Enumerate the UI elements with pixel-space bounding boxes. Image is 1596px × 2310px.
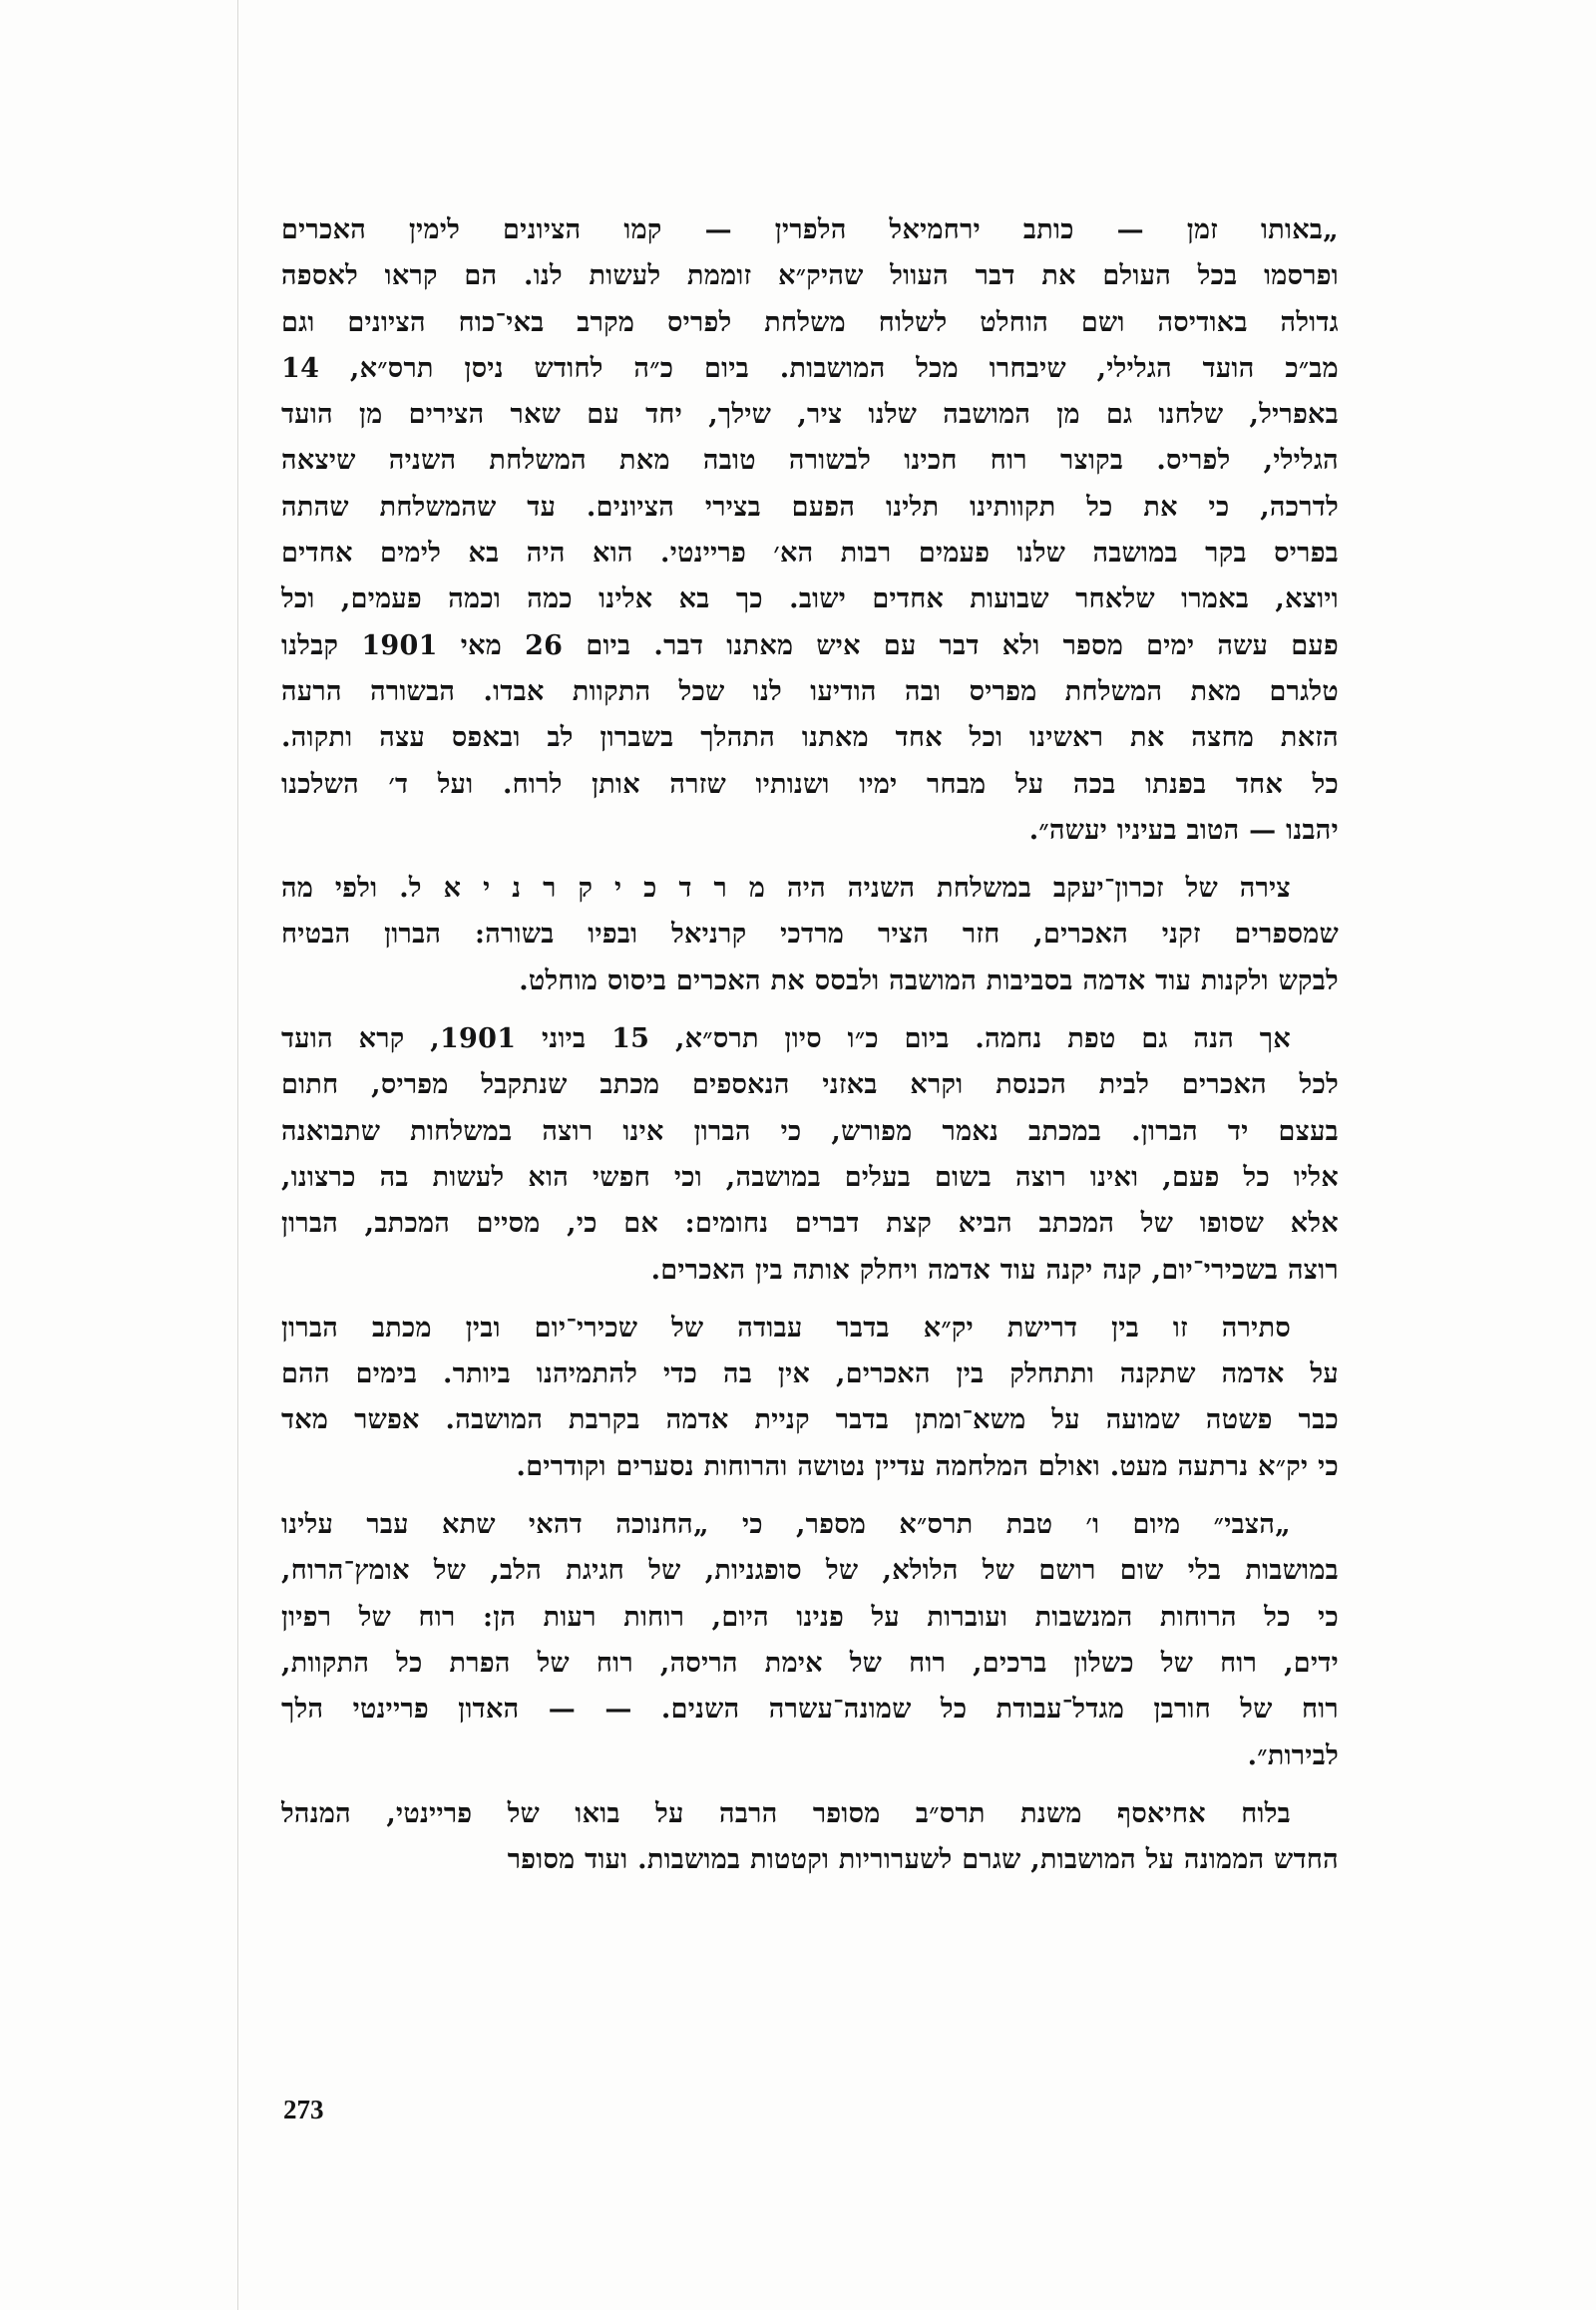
paragraph-gap bbox=[281, 1294, 1339, 1306]
text-line: ויוצא, באמרו שלאחר שבועות אחדים ישוב. כך בא אלינו כמה וכמה פעמים, וכל bbox=[281, 583, 1339, 615]
text-line: אליו כל פעם, ואינו רוצה בשום בעלים במושבה, וכי חפשי הוא לעשות בה כרצונו, bbox=[281, 1161, 1339, 1193]
page-number: 273 bbox=[283, 2095, 324, 2124]
paragraph-gap bbox=[281, 1779, 1339, 1791]
text-line: „באותו זמן — כותב ירחמיאל הלפרין — קמו הציונים לימין האכרים bbox=[281, 214, 1339, 245]
text-line: בעצם יד הברון. במכתב נאמר מפורש, כי הברון אינו רוצה במשלחות שתבואנה bbox=[281, 1115, 1339, 1147]
text-line: לבקש ולקנות עוד אדמה בסביבות המושבה ולבסס את האכרים ביסוס מוחלט. bbox=[519, 964, 1339, 996]
text-line: מב״כ הועד הגלילי, שיבחרו מכל המושבות. ביום כ״ה לחודש ניסן תרס״א, 14 bbox=[281, 352, 1339, 384]
text-line: כי יק״א נרתעה מעט. ואולם המלחמה עדיין נטושה והרוחות נסערים וקודרים. bbox=[516, 1450, 1339, 1482]
paragraph bbox=[281, 1502, 1339, 1779]
text-line: גדולה באודיסה ושם הוחלט לשלוח משלחת לפריס מקרב באי־כוח הציונים וגם bbox=[281, 306, 1339, 338]
body-text bbox=[281, 207, 1339, 1883]
paragraph bbox=[281, 866, 1339, 1004]
text-line: כבר פשטה שמועה על משא־ומתן בדבר קניית אדמה בקרבת המושבה. אפשר מאד bbox=[281, 1404, 1339, 1436]
paragraph bbox=[281, 1016, 1339, 1294]
paragraph-gap bbox=[281, 1004, 1339, 1016]
text-line: כי כל הרוחות המנשבות ועוברות על פנינו היום, רוחות רעות הן: רוח של רפיון bbox=[281, 1601, 1339, 1633]
text-line: פעם עשה ימים מספר ולא דבר עם איש מאתנו דבר. ביום 26 מאי 1901 קבלנו bbox=[281, 629, 1339, 661]
text-line: באפריל, שלחנו גם מן המושבה שלנו ציר, שילך, יחד עם שאר הצירים מן הועד bbox=[281, 399, 1339, 431]
text-line: ידים, רוח של כשלון ברכים, רוח של אימת הריסה, רוח של הפרת כל התקוות, bbox=[281, 1647, 1339, 1679]
paragraph-gap bbox=[281, 854, 1339, 866]
text-line: בפריס בקר במושבה שלנו פעמים רבות הא׳ פריינטי. הוא היה בא לימים אחדים bbox=[281, 538, 1339, 570]
text-line: אך הנה גם טפת נחמה. ביום כ״ו סיון תרס״א, 15 ביוני 1901, קרא הועד bbox=[281, 1023, 1292, 1055]
text-line: לדרכה, כי את כל תקוותינו תלינו הפעם בצירי הציונים. עד שהמשלחת שהתה bbox=[281, 491, 1339, 523]
text-line: הגלילי, לפריס. בקוצר רוח חכינו לבשורה טובה מאת המשלחת השניה שיצאה bbox=[281, 445, 1339, 477]
text-line: שמספרים זקני האכרים, חזר הציר מרדכי קרניאל ובפיו בשורה: הברון הבטיח bbox=[281, 919, 1339, 951]
text-line: לכל האכרים לבית הכנסת וקרא באזני הנאספים מכתב שנתקבל מפריס, חתום bbox=[281, 1069, 1339, 1101]
text-line: רוח של חורבן מגדל־עבודת כל שמונה־עשרה השנים. — — האדון פריינטי הלך bbox=[281, 1694, 1339, 1726]
text-line: לבירות״. bbox=[1247, 1739, 1339, 1771]
paragraph bbox=[281, 1791, 1339, 1884]
text-line: צירה של זכרון־יעקב במשלחת השניה היה מ ר ד כ י ק ר נ י א ל. ולפי מה bbox=[281, 873, 1291, 905]
scan-fold-line bbox=[237, 0, 238, 2310]
text-line: במושבות בלי שום רושם של הלולא, של סופגניות, של חגיגת הלב, של אומץ־הרוח, bbox=[281, 1555, 1339, 1587]
text-line: סתירה זו בין דרישת יק״א בדבר עבודה של שכירי־יום ובין מכתב הברון bbox=[281, 1312, 1291, 1344]
paragraph bbox=[281, 207, 1339, 854]
text-line: בלוח אחיאסף משנת תרס״ב מסופר הרבה על בואו של פריינטי, המנהל bbox=[281, 1797, 1291, 1829]
text-line: אלא שסופו של המכתב הביא קצת דברים נחומים: אם כי, מסיים המכתב, הברון bbox=[281, 1208, 1339, 1240]
text-line: „הצבי״ מיום ו׳ טבת תרס״א מספר, כי „החנוכה דהאי שתא עבר עלינו bbox=[281, 1509, 1291, 1541]
text-line: יהבנו — הטוב בעיניו יעשה״. bbox=[1028, 814, 1339, 846]
text-line: רוצה בשכירי־יום, קנה יקנה עוד אדמה ויחלק אותה בין האכרים. bbox=[650, 1254, 1339, 1286]
text-line: על אדמה שתקנה ותתחלק בין האכרים, אין בה כדי להתמיהנו ביותר. בימים ההם bbox=[281, 1358, 1339, 1390]
text-line: החדש הממונה על המושבות, שגרם לשערוריות וקטטות במושבות. ועוד מסופר bbox=[507, 1844, 1339, 1876]
text-line: ופרסמו בכל העולם את דבר העוול שהיק״א זוממת לעשות לנו. הם קראו לאספה bbox=[281, 260, 1339, 292]
paragraph bbox=[281, 1306, 1339, 1490]
text-line: טלגרם מאת המשלחת מפריס ובה הודיעו לנו שכל התקוות אבדו. הבשורה הרעה bbox=[281, 675, 1339, 707]
paragraph-gap bbox=[281, 1490, 1339, 1502]
text-line: הזאת מחצה את ראשינו וכל אחד מאתנו התהלך בשברון לב ובאפס עצה ותקוה. bbox=[281, 722, 1339, 754]
text-line: כל אחד בפנתו בכה על מבחר ימיו ושנותיו שזרה אותן לרוח. ועל ד׳ השלכנו bbox=[281, 768, 1339, 800]
